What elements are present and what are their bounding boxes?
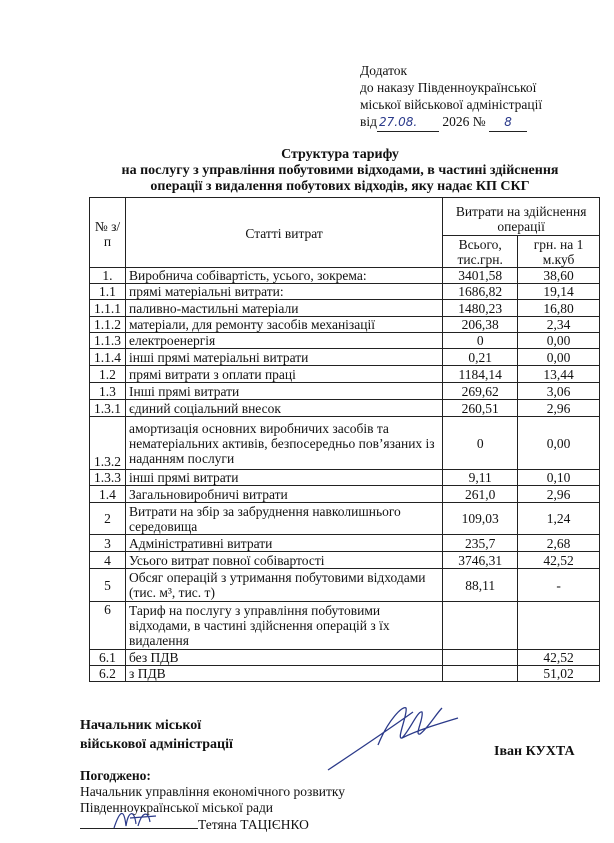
order-number-handwritten: 8 bbox=[489, 114, 527, 132]
header-costs: Витрати на здійснення операції bbox=[443, 198, 600, 236]
agreed-sign-line bbox=[80, 816, 345, 833]
header-items: Статті витрат bbox=[125, 198, 442, 268]
row-item-name: прямі матеріальні витрати: bbox=[125, 284, 442, 300]
row-per-unit: 2,96 bbox=[518, 486, 600, 503]
agreed-line2: Південноукраїнської міської ради bbox=[80, 800, 274, 815]
agreed-heading: Погоджено: bbox=[80, 768, 151, 783]
row-number: 1.1.1 bbox=[90, 300, 126, 317]
row-item-name: єдиний соціальний внесок bbox=[125, 400, 442, 417]
table-row bbox=[90, 503, 600, 535]
row-item-name: з ПДВ bbox=[125, 666, 442, 682]
table-row bbox=[90, 650, 600, 666]
row-per-unit: 13,44 bbox=[518, 366, 600, 383]
row-item-name: Усього витрат повної собівартості bbox=[125, 552, 442, 569]
row-number: 1.3 bbox=[90, 383, 126, 400]
row-number: 1.4 bbox=[90, 486, 126, 503]
row-total: 0,21 bbox=[443, 349, 518, 366]
appendix-line3: міської військової адміністрації bbox=[360, 97, 543, 112]
row-per-unit: 38,60 bbox=[518, 268, 600, 284]
row-item-name: Тариф на послугу з управління побутовими відходами, в частині здійснення операцій з їх видалення bbox=[125, 602, 442, 650]
row-item-name: Виробнича собівартість, усього, зокрема: bbox=[125, 268, 442, 284]
row-total: 261,0 bbox=[443, 486, 518, 503]
row-per-unit bbox=[518, 602, 600, 650]
row-per-unit: 0,00 bbox=[518, 349, 600, 366]
row-number: 1.3.3 bbox=[90, 470, 126, 486]
signatory-title-line1: Начальник міської bbox=[80, 718, 202, 733]
row-item-name: Адміністративні витрати bbox=[125, 535, 442, 552]
row-item-name: прямі витрати з оплати праці bbox=[125, 366, 442, 383]
row-per-unit: - bbox=[518, 569, 600, 602]
row-number: 5 bbox=[90, 569, 126, 602]
table-row bbox=[90, 268, 600, 284]
row-per-unit: 0,00 bbox=[518, 417, 600, 470]
row-per-unit: 2,96 bbox=[518, 400, 600, 417]
row-per-unit: 2,68 bbox=[518, 535, 600, 552]
year-prefix: 2026 № bbox=[442, 114, 486, 129]
table-row bbox=[90, 400, 600, 417]
appendix-header bbox=[360, 62, 542, 132]
row-per-unit: 2,34 bbox=[518, 317, 600, 333]
row-number: 6 bbox=[90, 602, 126, 650]
row-item-name: без ПДВ bbox=[125, 650, 442, 666]
row-number: 1.3.2 bbox=[90, 417, 126, 470]
document-title bbox=[90, 147, 590, 195]
row-per-unit: 19,14 bbox=[518, 284, 600, 300]
row-item-name: амортизація основних виробничих засобів та нематеріальних активів, безпосередньо пов’язаних із наданням послуги bbox=[125, 417, 442, 470]
signatory-title-line2: військової адміністрації bbox=[80, 737, 233, 752]
table-row bbox=[90, 284, 600, 300]
row-number: 1. bbox=[90, 268, 126, 284]
row-number: 1.1.3 bbox=[90, 333, 126, 349]
agreed-name: Тетяна ТАЦІЄНКО bbox=[198, 817, 309, 832]
agreed-line1: Начальник управління економічного розвитку bbox=[80, 784, 345, 799]
agreed-signature-line bbox=[80, 816, 198, 829]
row-total: 3401,58 bbox=[443, 268, 518, 284]
table-row bbox=[90, 300, 600, 317]
row-total: 0 bbox=[443, 333, 518, 349]
row-per-unit: 42,52 bbox=[518, 552, 600, 569]
agreed-block bbox=[80, 768, 345, 833]
table-row bbox=[90, 366, 600, 383]
header-per-unit: грн. на 1 м.куб bbox=[518, 236, 600, 268]
row-per-unit: 51,02 bbox=[518, 666, 600, 682]
row-item-name: Обсяг операцій з утримання побутовими відходами (тис. м³, тис. т) bbox=[125, 569, 442, 602]
table-row bbox=[90, 666, 600, 682]
appendix-line1: Додаток bbox=[360, 63, 408, 78]
row-total: 1686,82 bbox=[443, 284, 518, 300]
row-per-unit: 16,80 bbox=[518, 300, 600, 317]
table-row bbox=[90, 383, 600, 400]
row-total: 235,7 bbox=[443, 535, 518, 552]
table-row bbox=[90, 535, 600, 552]
row-number: 1.1.2 bbox=[90, 317, 126, 333]
row-per-unit: 0,00 bbox=[518, 333, 600, 349]
row-total bbox=[443, 666, 518, 682]
signatory-title bbox=[80, 716, 233, 754]
row-item-name: паливно-мастильні матеріали bbox=[125, 300, 442, 317]
row-item-name: Інші прямі витрати bbox=[125, 383, 442, 400]
table-row bbox=[90, 486, 600, 503]
row-total: 109,03 bbox=[443, 503, 518, 535]
row-total: 88,11 bbox=[443, 569, 518, 602]
table-row bbox=[90, 569, 600, 602]
table-row bbox=[90, 552, 600, 569]
header-no: № з/п bbox=[90, 198, 126, 268]
row-item-name: Загальновиробничі витрати bbox=[125, 486, 442, 503]
row-item-name: інші прямі матеріальні витрати bbox=[125, 349, 442, 366]
date-handwritten: 27.08. bbox=[377, 114, 439, 132]
row-per-unit: 3,06 bbox=[518, 383, 600, 400]
row-number: 3 bbox=[90, 535, 126, 552]
header-total: Всього, тис.грн. bbox=[443, 236, 518, 268]
appendix-date-line bbox=[360, 113, 542, 132]
row-total: 206,38 bbox=[443, 317, 518, 333]
table-row bbox=[90, 349, 600, 366]
row-item-name: матеріали, для ремонту засобів механізації bbox=[125, 317, 442, 333]
row-number: 4 bbox=[90, 552, 126, 569]
row-per-unit: 1,24 bbox=[518, 503, 600, 535]
agreed-signature-scribble-icon bbox=[110, 806, 160, 832]
row-number: 1.1 bbox=[90, 284, 126, 300]
table-header-row bbox=[90, 198, 600, 236]
row-per-unit: 0,10 bbox=[518, 470, 600, 486]
row-number: 1.1.4 bbox=[90, 349, 126, 366]
table-row bbox=[90, 317, 600, 333]
title-line2: на послугу з управління побутовими відходами, в частині здійснення bbox=[121, 163, 559, 178]
signatory-name: Іван КУХТА bbox=[494, 744, 575, 759]
table-row bbox=[90, 470, 600, 486]
appendix-line2: до наказу Південноукраїнської bbox=[360, 80, 537, 95]
row-total: 3746,31 bbox=[443, 552, 518, 569]
row-item-name: електроенергія bbox=[125, 333, 442, 349]
row-total: 0 bbox=[443, 417, 518, 470]
row-total: 269,62 bbox=[443, 383, 518, 400]
tariff-table bbox=[89, 197, 600, 682]
row-total: 9,11 bbox=[443, 470, 518, 486]
row-number: 2 bbox=[90, 503, 126, 535]
row-total bbox=[443, 650, 518, 666]
row-total: 260,51 bbox=[443, 400, 518, 417]
row-number: 6.2 bbox=[90, 666, 126, 682]
date-prefix: від bbox=[360, 114, 377, 129]
table-row bbox=[90, 417, 600, 470]
row-total bbox=[443, 602, 518, 650]
row-item-name: інші прямі витрати bbox=[125, 470, 442, 486]
row-total: 1480,23 bbox=[443, 300, 518, 317]
row-number: 1.3.1 bbox=[90, 400, 126, 417]
row-number: 1.2 bbox=[90, 366, 126, 383]
row-per-unit: 42,52 bbox=[518, 650, 600, 666]
row-total: 1184,14 bbox=[443, 366, 518, 383]
title-line3: операції з видалення побутових відходів, яку надає КП СКГ bbox=[150, 179, 530, 194]
title-line1: Структура тарифу bbox=[281, 147, 399, 162]
row-number: 6.1 bbox=[90, 650, 126, 666]
row-item-name: Витрати на збір за забруднення навколишнього середовища bbox=[125, 503, 442, 535]
table-row bbox=[90, 602, 600, 650]
table-row bbox=[90, 333, 600, 349]
